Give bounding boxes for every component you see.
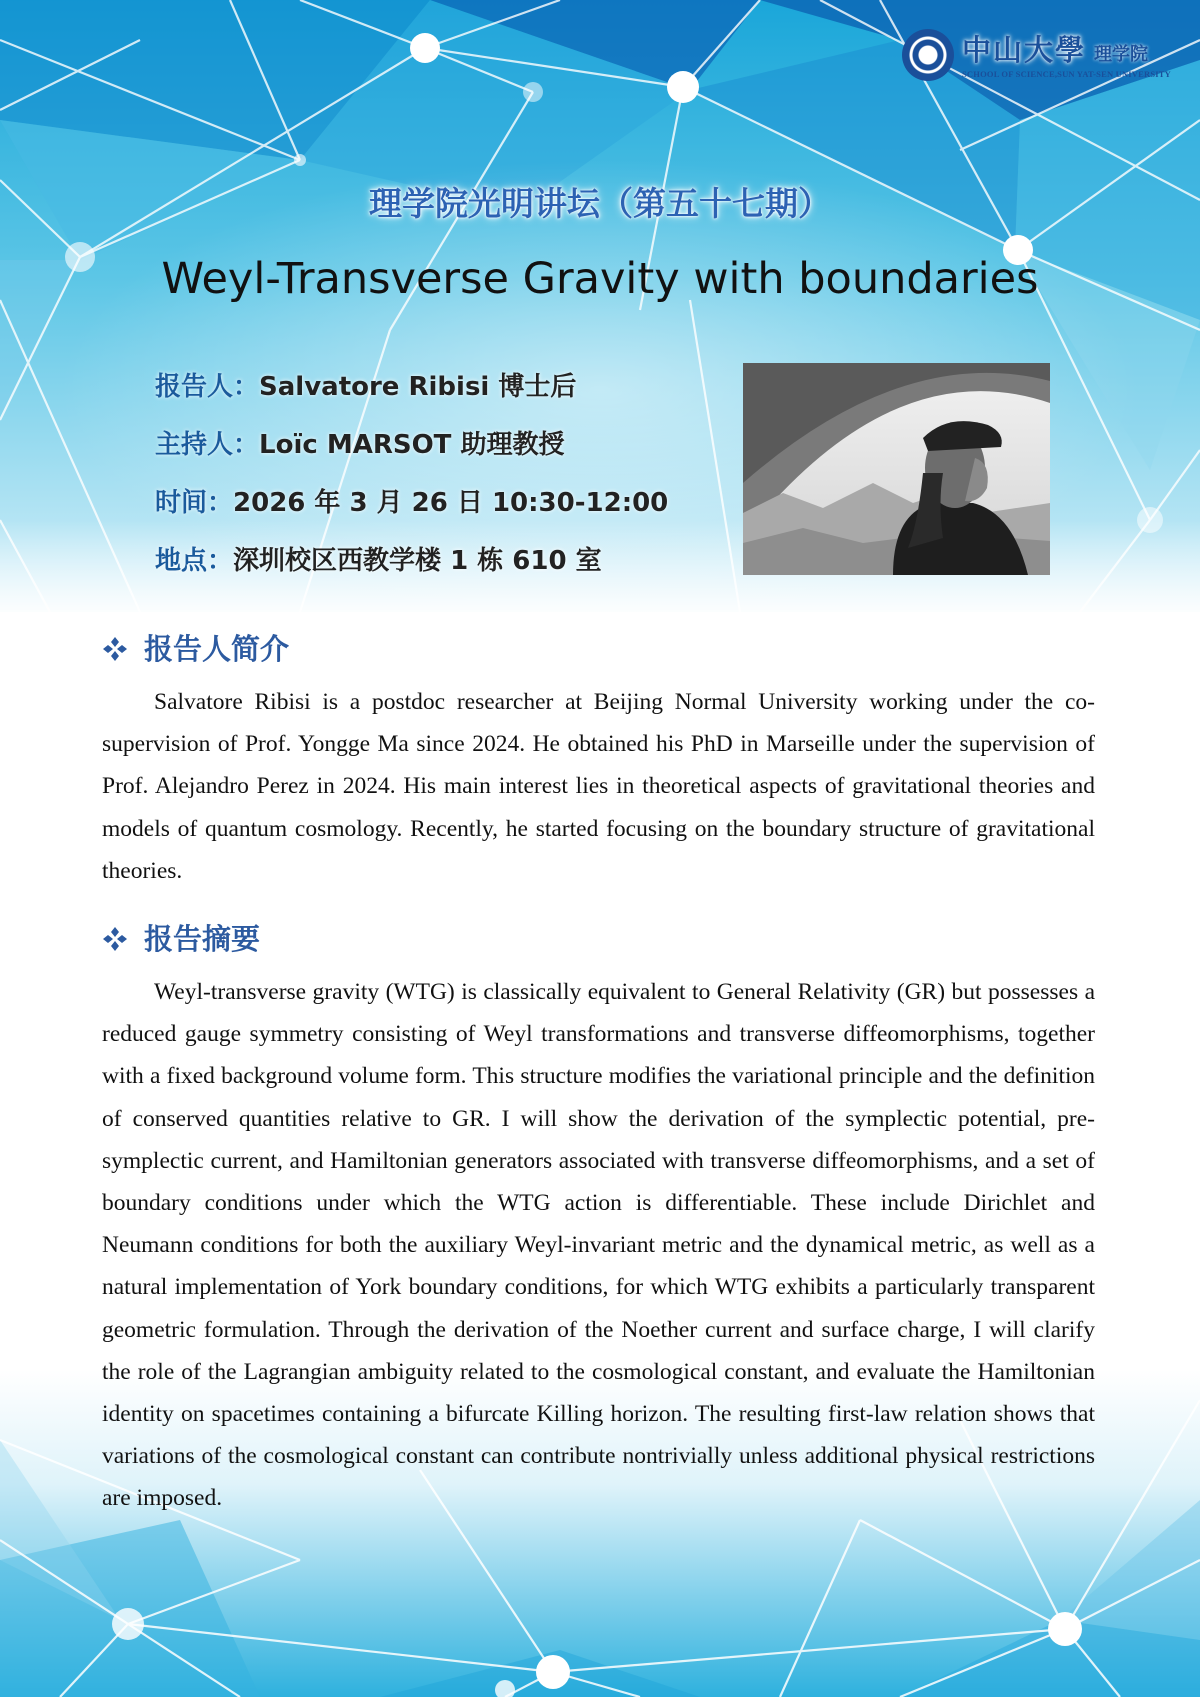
university-name-cn: 中山大學 <box>962 33 1087 67</box>
place-label: 地点： <box>155 546 234 576</box>
abstract-heading-text: 报告摘要 <box>144 922 261 956</box>
series-title: 理学院光明讲坛（第五十七期） <box>369 184 831 223</box>
speaker-value: Salvatore Ribisi 博士后 <box>259 372 577 402</box>
four-diamond-icon <box>102 636 128 662</box>
university-logo <box>902 26 1171 86</box>
speaker-photo <box>743 363 1050 575</box>
abstract-heading <box>102 917 260 958</box>
host-label: 主持人： <box>155 430 260 460</box>
speaker-line <box>155 366 576 403</box>
time-value: 2026 年 3 月 26 日 10:30-12:00 <box>233 488 669 518</box>
bio-heading-text: 报告人简介 <box>144 632 290 666</box>
lecture-title: Weyl-Transverse Gravity with boundaries <box>161 254 1039 304</box>
four-diamond-icon <box>102 926 128 952</box>
abstract-paragraph: Weyl-transverse gravity (WTG) is classically equivalent to General Relativity (GR) but possesses a reduced gauge symmetry consisting of Weyl transformations and transverse diffeomorphisms, together with a fixed background volume form. This structure modifies the variational principle and the definition of conserved quantities relative to GR. I will show the derivation of the symplectic potential, pre-symplectic current, and Hamiltonian generators associated with transverse diffeomorphisms, and a set of boundary conditions under which the WTG action is differentiable. These include Dirichlet and Neumann conditions for both the auxiliary Weyl-invariant metric and the dynamical metric, as well as a natural implementation of York boundary conditions, for which WTG exhibits a particularly transparent geometric formulation. Through the derivation of the Noether current and surface charge, I will clarify the role of the Lagrangian ambiguity related to the cosmological constant, and evaluate the Hamiltonian identity on spacetimes containing a bifurcate Killing horizon. The resulting first-law relation shows that variations of the cosmological constant can contribute nontrivially unless additional physical restrictions are imposed. <box>102 979 1095 1512</box>
school-name-cn: 理学院 <box>1094 44 1148 65</box>
school-name-en: SCHOOL OF SCIENCE,SUN YAT-SEN UNIVERSITY <box>962 69 1171 79</box>
time-label: 时间： <box>155 488 234 518</box>
place-value: 深圳校区西教学楼 1 栋 610 室 <box>233 546 602 576</box>
university-seal-icon <box>902 29 954 81</box>
bio-heading <box>102 627 289 668</box>
host-value: Loïc MARSOT 助理教授 <box>259 430 565 460</box>
place-line <box>155 540 602 577</box>
host-line <box>155 424 564 461</box>
time-line <box>155 482 668 519</box>
bio-paragraph: Salvatore Ribisi is a postdoc researcher at Beijing Normal University working under the co-supervision of Prof. Yongge Ma since 2024. He obtained his PhD in Marseille under the supervision of Prof. Alejandro Perez in 2024. His main interest lies in theoretical aspects of gravitational theories and models of quantum cosmology. Recently, he started focusing on the boundary structure of gravitational theories. <box>102 689 1095 884</box>
speaker-label: 报告人： <box>155 372 260 402</box>
